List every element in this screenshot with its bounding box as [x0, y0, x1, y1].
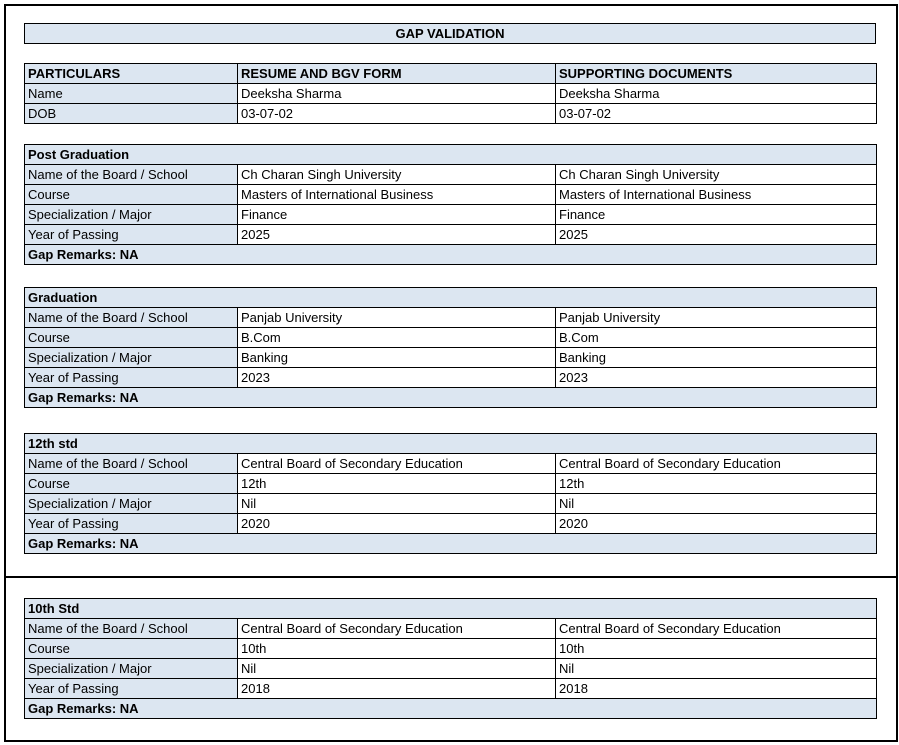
row-label: DOB [25, 104, 238, 124]
header-supporting: SUPPORTING DOCUMENTS [556, 64, 877, 84]
row-label: Specialization / Major [25, 348, 238, 368]
gap-remarks: Gap Remarks: NA [25, 699, 877, 719]
resume-value: Nil [238, 659, 556, 679]
resume-value: 2025 [238, 225, 556, 245]
table-row [25, 84, 877, 104]
table-row [25, 205, 877, 225]
supporting-value: 12th [556, 474, 877, 494]
section-heading: 10th Std [25, 599, 877, 619]
supporting-value: 2025 [556, 225, 877, 245]
supporting-value: Central Board of Secondary Education [556, 454, 877, 474]
row-label: Year of Passing [25, 679, 238, 699]
row-label: Name of the Board / School [25, 308, 238, 328]
resume-value: Finance [238, 205, 556, 225]
supporting-value: Deeksha Sharma [556, 84, 877, 104]
resume-value: 03-07-02 [238, 104, 556, 124]
table-row [25, 225, 877, 245]
supporting-value: Nil [556, 494, 877, 514]
supporting-value: Nil [556, 659, 877, 679]
supporting-value: 2020 [556, 514, 877, 534]
row-label: Name of the Board / School [25, 454, 238, 474]
table-row [25, 659, 877, 679]
table-row [25, 328, 877, 348]
row-label: Course [25, 474, 238, 494]
gap-remarks: Gap Remarks: NA [25, 245, 877, 265]
resume-value: 12th [238, 474, 556, 494]
row-label: Specialization / Major [25, 205, 238, 225]
page-title: GAP VALIDATION [25, 24, 876, 44]
table-row [25, 454, 877, 474]
resume-value: 10th [238, 639, 556, 659]
personal-table [24, 63, 877, 124]
resume-value: Central Board of Secondary Education [238, 454, 556, 474]
table-row [25, 474, 877, 494]
resume-value: 2023 [238, 368, 556, 388]
section-heading: Post Graduation [25, 145, 877, 165]
supporting-value: Central Board of Secondary Education [556, 619, 877, 639]
table-row [25, 494, 877, 514]
section-graduation [24, 287, 877, 408]
row-label: Specialization / Major [25, 659, 238, 679]
section-heading: 12th std [25, 434, 877, 454]
table-row [25, 368, 877, 388]
supporting-value: 10th [556, 639, 877, 659]
resume-value: 2020 [238, 514, 556, 534]
supporting-value: 2018 [556, 679, 877, 699]
row-label: Course [25, 328, 238, 348]
row-label: Year of Passing [25, 225, 238, 245]
gap-remarks: Gap Remarks: NA [25, 534, 877, 554]
header-particulars: PARTICULARS [25, 64, 238, 84]
table-row [25, 165, 877, 185]
resume-value: Ch Charan Singh University [238, 165, 556, 185]
row-label: Name of the Board / School [25, 165, 238, 185]
supporting-value: Ch Charan Singh University [556, 165, 877, 185]
row-label: Course [25, 639, 238, 659]
resume-value: 2018 [238, 679, 556, 699]
supporting-value: B.Com [556, 328, 877, 348]
header-resume: RESUME AND BGV FORM [238, 64, 556, 84]
table-row [25, 619, 877, 639]
row-label: Specialization / Major [25, 494, 238, 514]
table-row [25, 104, 877, 124]
row-label: Course [25, 185, 238, 205]
resume-value: Panjab University [238, 308, 556, 328]
resume-value: Central Board of Secondary Education [238, 619, 556, 639]
table-row [25, 679, 877, 699]
supporting-value: Panjab University [556, 308, 877, 328]
supporting-value: 2023 [556, 368, 877, 388]
resume-value: Deeksha Sharma [238, 84, 556, 104]
table-row [25, 514, 877, 534]
row-label: Year of Passing [25, 514, 238, 534]
section-12th-std [24, 433, 877, 554]
table-row [25, 348, 877, 368]
resume-value: Banking [238, 348, 556, 368]
supporting-value: 03-07-02 [556, 104, 877, 124]
table-row [25, 308, 877, 328]
supporting-value: Masters of International Business [556, 185, 877, 205]
supporting-value: Banking [556, 348, 877, 368]
section-10th-std [24, 598, 877, 719]
supporting-value: Finance [556, 205, 877, 225]
header-row [25, 64, 877, 84]
section-post-graduation [24, 144, 877, 265]
gap-remarks: Gap Remarks: NA [25, 388, 877, 408]
resume-value: B.Com [238, 328, 556, 348]
resume-value: Nil [238, 494, 556, 514]
section-heading: Graduation [25, 288, 877, 308]
table-row [25, 185, 877, 205]
row-label: Year of Passing [25, 368, 238, 388]
title-table [24, 23, 876, 44]
row-label: Name [25, 84, 238, 104]
table-row [25, 639, 877, 659]
resume-value: Masters of International Business [238, 185, 556, 205]
row-label: Name of the Board / School [25, 619, 238, 639]
